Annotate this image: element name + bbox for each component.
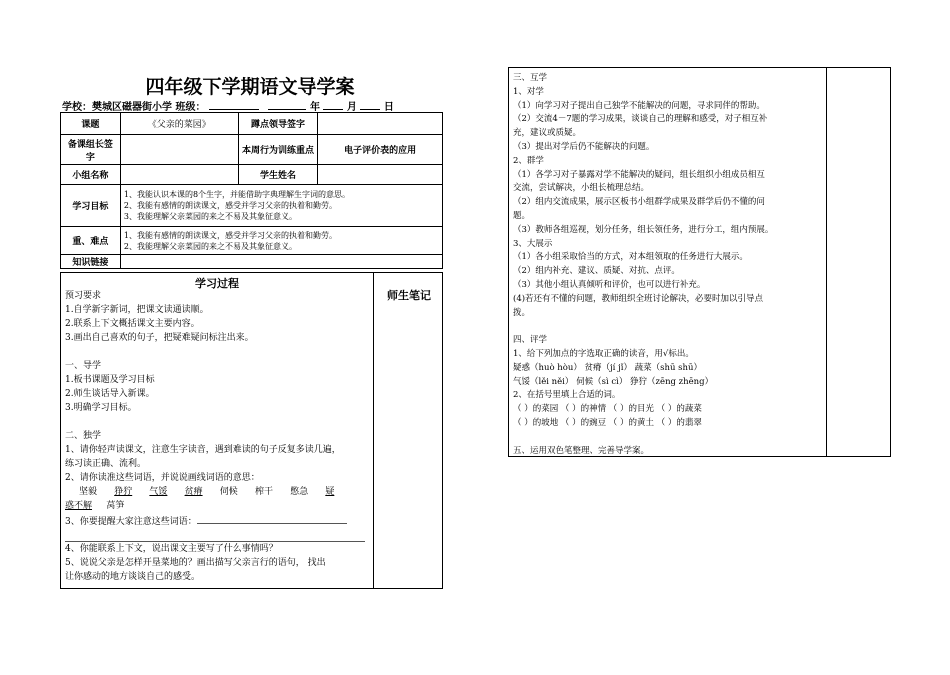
process-line: 4、你能联系上下文，说出课文主要写了什么事情吗？ bbox=[65, 544, 278, 554]
class-blank[interactable] bbox=[209, 99, 259, 110]
course-value: 《父亲的菜园》 bbox=[120, 113, 238, 135]
key-cell bbox=[120, 227, 442, 255]
link-label: 知识链接 bbox=[61, 255, 121, 269]
right-line: 三、互学 bbox=[513, 73, 548, 83]
goal-item: 1、我能认识本课的8个生字，并能借助字典理解生字词的意思。 bbox=[123, 190, 351, 199]
right-line bbox=[513, 320, 825, 334]
process-line: 5、说说父亲是怎样开垦菜地的？画出描写父亲言行的语句， 找出 bbox=[65, 558, 326, 568]
column-divider bbox=[373, 273, 374, 588]
goals-cell bbox=[120, 185, 442, 227]
right-line: （ ）的坡地 （ ）的豌豆 （ ）的黄土 （ ）的翡翠 bbox=[513, 417, 702, 428]
weekly-value: 电子评价表的应用 bbox=[318, 135, 443, 165]
course-label: 课题 bbox=[61, 113, 121, 135]
word-underlined: 气馁 bbox=[149, 487, 168, 497]
goals-label: 学习目标 bbox=[61, 185, 121, 227]
right-line: 疑惑（huò hòu） 贫瘠（jí jǐ） 蔬菜（shū shū） bbox=[513, 362, 702, 373]
group-leader-sign-cell[interactable] bbox=[120, 135, 238, 165]
right-line: (4)若还有不懂的问题，教师组织全班讨论解决，必要时加以引导点 bbox=[513, 293, 764, 304]
right-line: 交流，尝试解决，小组长梳理总结。 bbox=[513, 183, 650, 194]
key-item: 1、我能有感情的朗读课文，感受并学习父亲的执着和勤劳。 bbox=[123, 230, 337, 240]
word-row bbox=[65, 485, 371, 499]
word-underlined: 疑 bbox=[325, 487, 335, 497]
right-line bbox=[513, 431, 825, 445]
info-table bbox=[60, 112, 443, 269]
right-line: （2）交流4－7题的学习成果，谈谈自己的理解和感受，对子相互补 bbox=[513, 114, 768, 125]
process-line: 预习要求 bbox=[65, 291, 102, 301]
right-line: （2）组内补充、建议、质疑、对抗、点评。 bbox=[513, 266, 680, 277]
right-line: （1）各学习对子暴露对学不能解决的疑问，组长组织小组成员相互 bbox=[513, 169, 765, 180]
key-label: 重、难点 bbox=[61, 227, 121, 255]
process-line: 2.师生谈话导入新课。 bbox=[65, 389, 155, 399]
right-content bbox=[513, 72, 825, 458]
link-cell[interactable] bbox=[120, 255, 442, 269]
process-line: 1.自学新字新词，把课文读通读顺。 bbox=[65, 305, 209, 315]
process-line: 3、你要提醒大家注意这些词语： bbox=[65, 513, 371, 529]
page-title: 四年级下学期语文导学案 bbox=[145, 76, 355, 98]
group-name-cell[interactable] bbox=[120, 165, 238, 185]
student-name-label: 学生姓名 bbox=[238, 165, 318, 185]
process-line bbox=[65, 415, 371, 429]
answer-line[interactable] bbox=[65, 529, 365, 542]
right-line: 3、大展示 bbox=[513, 238, 553, 249]
right-line: 四、评学 bbox=[513, 335, 548, 346]
right-panel bbox=[508, 67, 891, 457]
right-column-divider bbox=[826, 68, 827, 456]
word: 榨干 bbox=[254, 487, 273, 497]
leader-sign-cell[interactable] bbox=[318, 113, 443, 135]
school-line bbox=[62, 98, 442, 113]
process-line: 练习读正确、流利。 bbox=[65, 459, 147, 469]
year-label: 年 bbox=[309, 102, 320, 113]
right-line: （3）教师各组巡视，划分任务，组长领任务，进行分工，组内预展。 bbox=[513, 224, 774, 235]
right-line: （2）组内交流成果，展示区板书小组群学成果及群学后仍不懂的问 bbox=[513, 197, 765, 208]
process-title: 学习过程 bbox=[195, 277, 239, 290]
process-line: 1.板书课题及学习目标 bbox=[65, 375, 155, 385]
word: 憋急 bbox=[290, 487, 309, 497]
right-line: 2、群学 bbox=[513, 155, 544, 166]
right-line: 气馁（lěi něi） 伺候（sì cì） 狰狞（zēng zhēng） bbox=[513, 376, 714, 387]
student-name-cell[interactable] bbox=[318, 165, 443, 185]
right-line: （ ）的菜园 （ ）的神情 （ ）的目光 （ ）的蔬菜 bbox=[513, 404, 702, 415]
weekly-label: 本周行为训练重点 bbox=[238, 135, 318, 165]
right-line: 1、给下列加点的字选取正确的读音，用√标出。 bbox=[513, 348, 694, 359]
word: 伺候 bbox=[219, 487, 238, 497]
month-label: 月 bbox=[346, 102, 357, 113]
process-line: 1、请你轻声读课文，注意生字读音，遇到难读的句子反复多读几遍， bbox=[65, 445, 341, 455]
month-blank[interactable] bbox=[323, 99, 343, 110]
goal-item: 3、我能理解父亲菜园的来之不易及其象征意义。 bbox=[123, 212, 297, 221]
process-line: 3.明确学习目标。 bbox=[65, 403, 137, 413]
goal-item: 2、我能有感情的朗读课文，感受并学习父亲的执着和勤劳。 bbox=[123, 201, 337, 210]
process-line: 让你感动的地方谈谈自己的感受。 bbox=[65, 572, 201, 582]
right-line: （1）各小组采取恰当的方式，对本组领取的任务进行大展示。 bbox=[513, 252, 748, 263]
right-line: （3）提出对学后仍不能解决的问题。 bbox=[513, 141, 655, 152]
right-line: （3）其他小组认真倾听和评价，也可以进行补充。 bbox=[513, 279, 706, 290]
notes-title: 师生笔记 bbox=[387, 289, 431, 302]
right-line: （1）向学习对子提出自己独学不能解决的问题，寻求同伴的帮助。 bbox=[513, 100, 765, 111]
word: 莴笋 bbox=[106, 501, 125, 511]
word-underlined: 惑不解 bbox=[65, 501, 93, 511]
process-line: 一、导学 bbox=[65, 361, 102, 371]
process-content bbox=[65, 289, 371, 584]
key-item: 2、我能理解父亲菜园的来之不易及其象征意义。 bbox=[123, 241, 297, 251]
process-line: 二、独学 bbox=[65, 431, 102, 441]
leader-label: 蹲点领导签字 bbox=[238, 113, 318, 135]
right-line: 2、在括号里填上合适的词。 bbox=[513, 390, 621, 401]
group-leader-label: 备课组长签字 bbox=[61, 135, 121, 165]
right-line: 题。 bbox=[513, 210, 531, 221]
word-underlined: 贫瘠 bbox=[184, 487, 203, 497]
answer-blank[interactable] bbox=[197, 513, 347, 524]
process-box bbox=[60, 272, 443, 589]
day-label: 日 bbox=[383, 102, 394, 113]
process-line bbox=[65, 345, 371, 359]
school-label: 学校：樊城区磁器街小学 班级： bbox=[62, 102, 206, 113]
word-underlined: 狰狞 bbox=[114, 487, 133, 497]
process-line: 3.画出自己喜欢的句子，把疑难疑问标注出来。 bbox=[65, 333, 254, 343]
year-blank[interactable] bbox=[268, 99, 306, 110]
group-name-label: 小组名称 bbox=[61, 165, 121, 185]
day-blank[interactable] bbox=[360, 99, 380, 110]
right-line: 拨。 bbox=[513, 307, 531, 318]
right-line: 五、运用双色笔整理、完善导学案。 bbox=[513, 445, 650, 456]
right-line: 充，建议或质疑。 bbox=[513, 128, 582, 139]
right-line: 1、对学 bbox=[513, 86, 544, 97]
word-row bbox=[65, 499, 371, 513]
process-line: 2.联系上下文概括课文主要内容。 bbox=[65, 319, 200, 329]
process-line: 2、请你读准这些词语，并说说画线词语的意思： bbox=[65, 473, 260, 483]
word: 坚毅 bbox=[79, 487, 98, 497]
